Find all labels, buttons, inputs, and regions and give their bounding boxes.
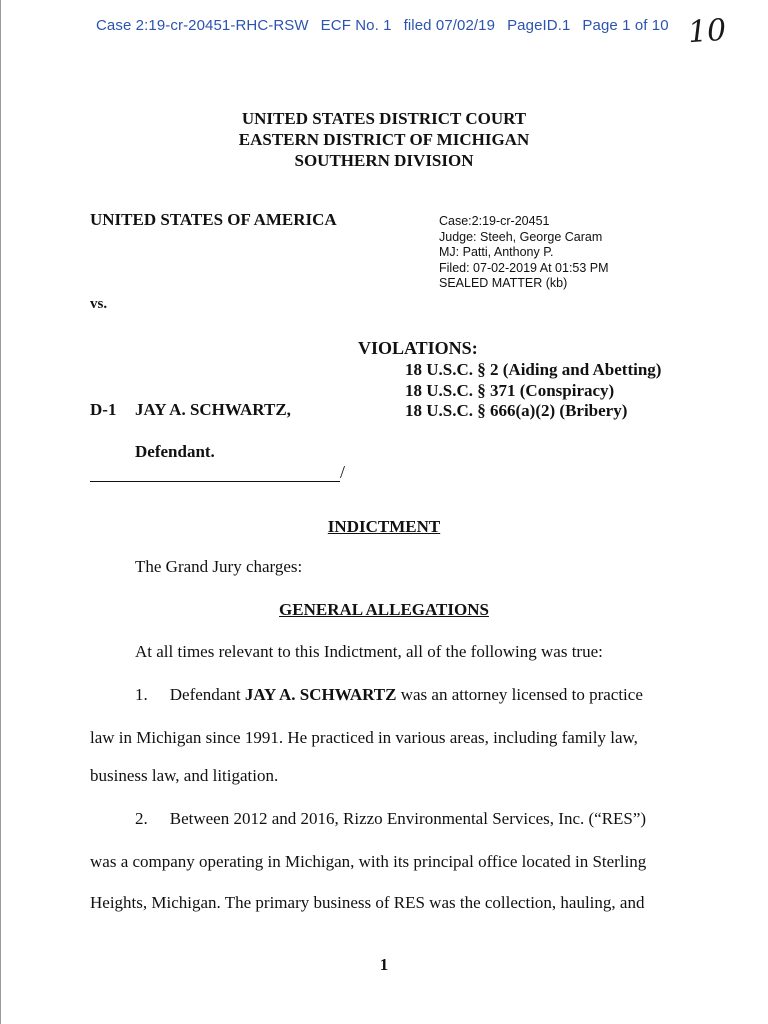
page-number: 1 <box>379 955 389 974</box>
court-title <box>0 108 768 171</box>
stamp-judge: Judge: Steeh, George Caram <box>439 229 603 244</box>
handwritten-page-mark: 10 <box>686 12 728 51</box>
ecf-filed-date: filed 07/02/19 <box>403 17 496 34</box>
stamp-magistrate: MJ: Patti, Anthony P. <box>439 245 554 259</box>
defendant-number: D-1 <box>90 400 117 419</box>
court-name: UNITED STATES DISTRICT COURT <box>241 109 527 128</box>
paragraph-1-line-3: business law, and litigation. <box>90 766 279 785</box>
grand-jury-intro: The Grand Jury charges: <box>135 557 303 576</box>
violations-heading: VIOLATIONS: <box>358 338 478 358</box>
paragraph-1-number: 1. <box>135 685 148 704</box>
caption-slash: / <box>340 462 346 482</box>
paragraph-1-defendant: JAY A. SCHWARTZ <box>244 685 397 704</box>
paragraph-2-text: Between 2012 and 2016, Rizzo Environmental Services, Inc. (“RES”) <box>169 809 647 828</box>
ecf-header-stamp <box>96 17 669 34</box>
document-title-text: INDICTMENT <box>327 517 441 536</box>
violations-list <box>405 360 661 422</box>
ecf-case-number: Case 2:19-cr-20451-RHC-RSW <box>96 17 309 34</box>
ecf-page-count: Page 1 of 10 <box>582 17 669 34</box>
defendant-label: Defendant. <box>135 442 215 461</box>
paragraph-2-line-3: Heights, Michigan. The primary business of RES was the collection, hauling, and <box>90 893 645 912</box>
defendant-name: JAY A. SCHWARTZ, <box>135 400 291 419</box>
ecf-page-id: PageID.1 <box>507 17 571 34</box>
paragraph-2-line-2: was a company operating in Michigan, with its principal office located in Sterling <box>90 852 647 871</box>
case-filing-stamp <box>439 214 609 292</box>
violation-item: 18 U.S.C. § 2 (Aiding and Abetting) <box>405 360 662 379</box>
ecf-number: ECF No. 1 <box>320 17 392 34</box>
lead-in-text: At all times relevant to this Indictment, all of the following was true: <box>135 642 603 661</box>
paragraph-1-post: was an attorney licensed to practice <box>396 685 643 704</box>
paragraph-2-line-1 <box>135 809 646 829</box>
stamp-sealed: SEALED MATTER (kb) <box>439 276 568 290</box>
plaintiff-name: UNITED STATES OF AMERICA <box>90 210 337 229</box>
violation-item: 18 U.S.C. § 666(a)(2) (Bribery) <box>405 401 628 420</box>
versus-label: vs. <box>90 296 108 312</box>
paragraph-2-number: 2. <box>135 809 148 828</box>
defendant-line <box>90 400 291 420</box>
caption-rule <box>90 481 340 482</box>
violation-item: 18 U.S.C. § 371 (Conspiracy) <box>405 380 615 400</box>
section-heading-text: GENERAL ALLEGATIONS <box>279 600 489 619</box>
paragraph-1-line-2: law in Michigan since 1991. He practiced in various areas, including family law, <box>90 728 638 747</box>
paragraph-1-line-1 <box>135 685 643 705</box>
court-division: SOUTHERN DIVISION <box>294 151 474 170</box>
stamp-filed: Filed: 07-02-2019 At 01:53 PM <box>439 260 609 275</box>
court-district: EASTERN DISTRICT OF MICHIGAN <box>238 130 530 149</box>
section-heading <box>0 600 768 620</box>
document-title <box>0 517 768 537</box>
stamp-case-number: Case:2:19-cr-20451 <box>439 214 550 228</box>
paragraph-1-pre: Defendant <box>169 685 245 704</box>
